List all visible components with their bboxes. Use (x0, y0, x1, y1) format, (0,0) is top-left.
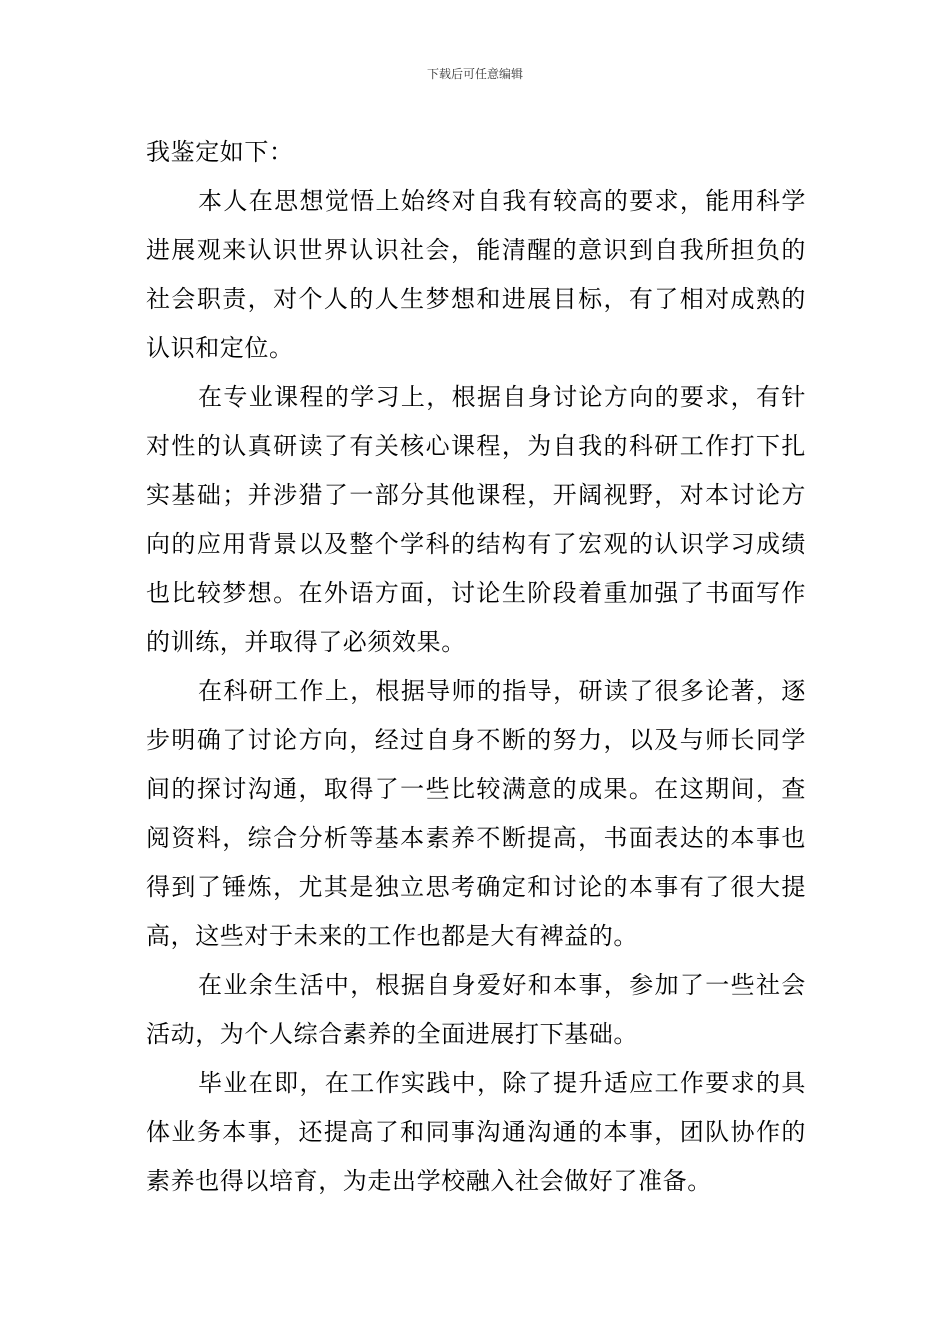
paragraph-extracurricular: 在业余生活中，根据自身爱好和本事，参加了一些社会活动，为个人综合素养的全面进展打下基础。 (146, 971, 806, 1048)
paragraph-graduation: 毕业在即，在工作实践中，除了提升适应工作要求的具体业务本事，还提高了和同事沟通沟通的本事，团队协作的素养也得以培育，为走出学校融入社会做好了准备。 (146, 1069, 806, 1195)
paragraph-intro: 我鉴定如下： (146, 138, 294, 166)
paragraph-research: 在科研工作上，根据导师的指导，研读了很多论著，逐步明确了讨论方向，经过自身不断的努力，以及与师长同学间的探讨沟通，取得了一些比较满意的成果。在这期间，查阅资料，综合分析等基本素养不断提高，书面表达的本事也得到了锤炼，尤其是独立思考确定和讨论的本事有了很大提高，这些对于未来的工作也都是大有裨益的。 (146, 677, 806, 950)
paragraph-coursework: 在专业课程的学习上，根据自身讨论方向的要求，有针对性的认真研读了有关核心课程，为自我的科研工作打下扎实基础；并涉猎了一部分其他课程，开阔视野，对本讨论方向的应用背景以及整个学科的结构有了宏观的认识学习成绩也比较梦想。在外语方面，讨论生阶段着重加强了书面写作的训练，并取得了必须效果。 (146, 383, 806, 656)
paragraph-ideology: 本人在思想觉悟上始终对自我有较高的要求，能用科学进展观来认识世界认识社会，能清醒的意识到自我所担负的社会职责，对个人的人生梦想和进展目标，有了相对成熟的认识和定位。 (146, 187, 806, 362)
page-header: 下载后可任意编辑 (426, 67, 523, 81)
document-body (146, 128, 806, 1206)
